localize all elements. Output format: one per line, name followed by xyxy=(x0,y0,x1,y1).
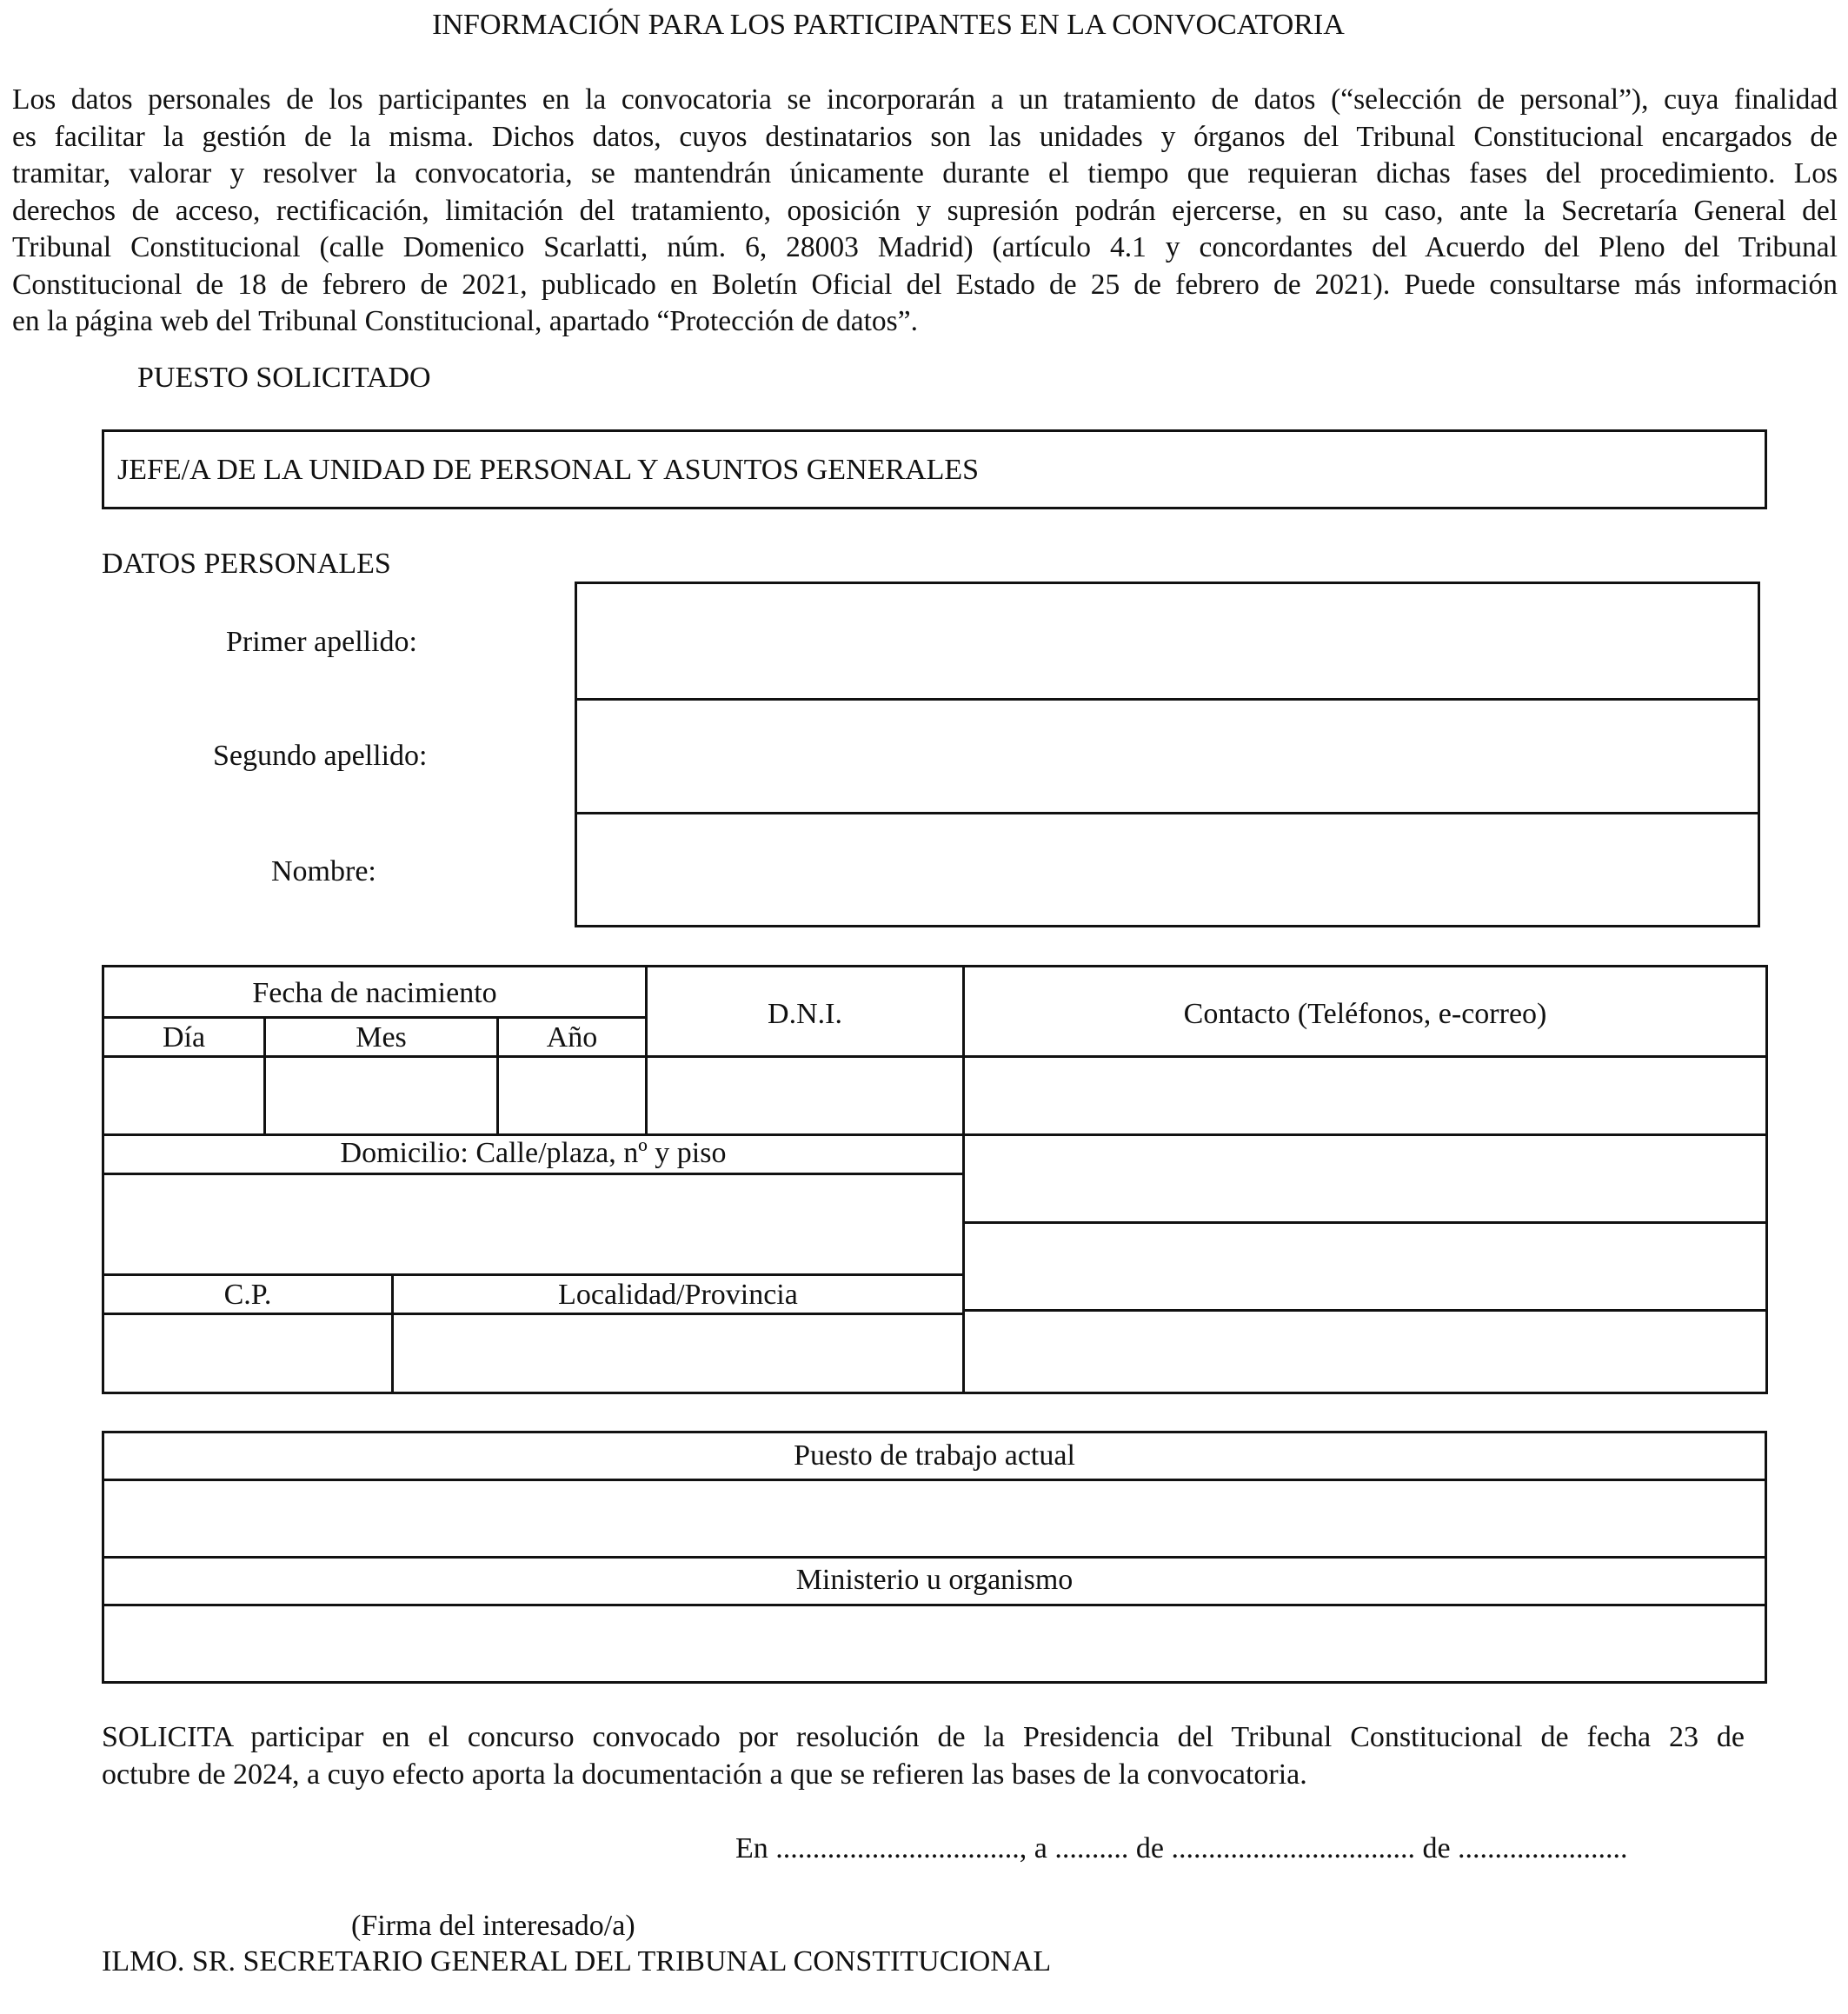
firma-label: (Firma del interesado/a) xyxy=(351,1910,635,1942)
puesto-solicitado-heading: PUESTO SOLICITADO xyxy=(137,362,431,394)
anio-field[interactable] xyxy=(499,1058,645,1134)
divider xyxy=(104,1556,1765,1559)
contacto-field-3[interactable] xyxy=(965,1224,1765,1309)
dia-label: Día xyxy=(162,1021,206,1054)
personal-names-box xyxy=(575,582,1760,927)
dia-field[interactable] xyxy=(104,1058,263,1134)
privacy-notice xyxy=(12,82,1838,341)
privacy-notice-line: tramitar, valorar y resolver la convocatoria, se mantendrán únicamente durante el tiempo que requieran dichas fases del procedimiento. Los xyxy=(12,157,1838,189)
privacy-notice-line: derechos de acceso, rectificación, limitación del tratamiento, oposición y supresión podrán ejercerse, en su caso, ante la Secretaría General del xyxy=(12,194,1838,227)
puesto-actual-label: Puesto de trabajo actual xyxy=(794,1439,1075,1472)
destinatario: ILMO. SR. SECRETARIO GENERAL DEL TRIBUNAL CONSTITUCIONAL xyxy=(102,1945,1052,1977)
contacto-label: Contacto (Teléfonos, e-correo) xyxy=(1183,998,1547,1030)
puesto-solicitado-box[interactable] xyxy=(102,429,1767,509)
cp-field[interactable] xyxy=(104,1315,391,1394)
mes-label: Mes xyxy=(356,1021,407,1054)
document-title: INFORMACIÓN PARA LOS PARTICIPANTES EN LA CONVOCATORIA xyxy=(432,9,1345,41)
trabajo-actual-box xyxy=(102,1431,1767,1684)
localidad-field[interactable] xyxy=(394,1315,962,1394)
solicita-line-1: SOLICITA participar en el concurso convocado por resolución de la Presidencia del Tribunal Constitucional de fecha 23 de xyxy=(102,1721,1745,1753)
privacy-notice-line: en la página web del Tribunal Constitucional, apartado “Protección de datos”. xyxy=(12,305,918,337)
solicita-line-2: octubre de 2024, a cuyo efecto aporta la documentación a que se refieren las bases de la convocatoria. xyxy=(102,1758,1307,1791)
segundo-apellido-label: Segundo apellido: xyxy=(213,740,428,772)
ministerio-label: Ministerio u organismo xyxy=(795,1564,1074,1596)
privacy-notice-line: es facilitar la gestión de la misma. Dichos datos, cuyos destinatarios son las unidades y órganos del Tribunal Constitucional encargados de xyxy=(12,120,1838,153)
datos-personales-heading: DATOS PERSONALES xyxy=(102,548,391,580)
ministerio-field[interactable] xyxy=(104,1606,1765,1681)
contacto-field-1[interactable] xyxy=(965,1058,1765,1134)
anio-label: Año xyxy=(546,1021,598,1054)
dni-label: D.N.I. xyxy=(768,998,842,1030)
primer-apellido-label: Primer apellido: xyxy=(226,626,418,658)
privacy-notice-line: Constitucional de 18 de febrero de 2021, publicado en Boletín Oficial del Estado de 25 de febrero de 2021). Puede consultarse más información xyxy=(12,268,1838,301)
privacy-notice-line: Los datos personales de los participantes en la convocatoria se incorporarán a un tratamiento de datos (“selección de personal”), cuya finalidad xyxy=(12,83,1838,116)
puesto-actual-field[interactable] xyxy=(104,1481,1765,1556)
personal-data-grid xyxy=(102,965,1768,1394)
segundo-apellido-field[interactable] xyxy=(577,701,1758,812)
localidad-label: Localidad/Provincia xyxy=(558,1279,798,1311)
privacy-notice-line: Tribunal Constitucional (calle Domenico Scarlatti, núm. 6, 28003 Madrid) (artículo 4.1 y concordantes del Acuerdo del Pleno del Tribunal xyxy=(12,231,1838,263)
primer-apellido-field[interactable] xyxy=(577,584,1758,699)
cp-label: C.P. xyxy=(223,1279,272,1311)
divider xyxy=(104,1273,962,1276)
contacto-field-2[interactable] xyxy=(965,1136,1765,1221)
mes-field[interactable] xyxy=(266,1058,496,1134)
divider xyxy=(104,1016,645,1019)
puesto-solicitado-value: JEFE/A DE LA UNIDAD DE PERSONAL Y ASUNTOS GENERALES xyxy=(117,454,980,486)
domicilio-field[interactable] xyxy=(104,1175,962,1273)
fecha-nacimiento-label: Fecha de nacimiento xyxy=(252,977,497,1009)
fecha-lugar-line[interactable]: En ................................., a .......... de ................................. de ....................... xyxy=(735,1832,1628,1864)
dni-field[interactable] xyxy=(648,1058,962,1134)
nombre-field[interactable] xyxy=(577,814,1758,926)
domicilio-label: Domicilio: Calle/plaza, nº y piso xyxy=(340,1137,727,1169)
contacto-field-4[interactable] xyxy=(965,1312,1765,1392)
nombre-label: Nombre: xyxy=(271,855,376,887)
